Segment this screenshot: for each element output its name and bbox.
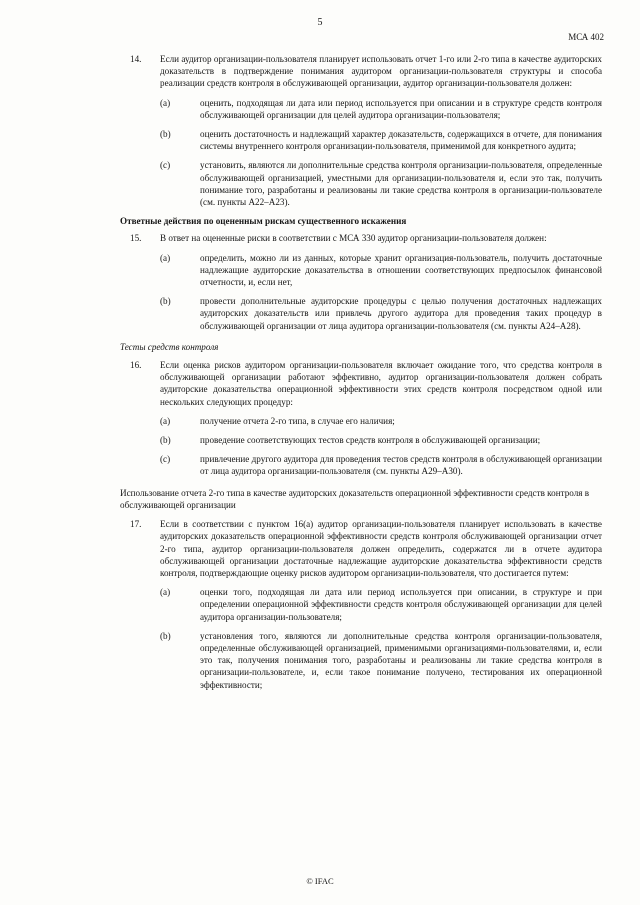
paragraph-text: Если в соответствии с пунктом 16(а) аудитор организации-пользователя планирует использовать в качестве аудиторских доказательств операционной эффективности средств контроля обслуживающей организации отчет 2-го типа, аудитор организации-пользователя должен определить, содержатся ли в отчете аудитора обслуживающей организации достаточные надлежащие аудиторские доказательства эффективности средств контроля, подтверждающие оценку рисков аудитором организации-пользователя, что достигается путем: bbox=[160, 519, 602, 578]
page-content bbox=[120, 53, 602, 691]
list-item-text: получение отчета 2-го типа, в случае его наличия; bbox=[200, 415, 395, 426]
document-code: МСА 402 bbox=[568, 32, 604, 42]
paragraph-number: 17. bbox=[130, 519, 142, 530]
list-item bbox=[160, 434, 602, 446]
list-item-label: (b) bbox=[160, 630, 171, 641]
list-item bbox=[160, 586, 602, 623]
list-item-label: (a) bbox=[160, 415, 171, 426]
list-item-text: проведение соответствующих тестов средств контроля в обслуживающей организации; bbox=[200, 435, 541, 446]
paragraph-number: 16. bbox=[130, 360, 142, 371]
section-heading-type2-report: Использование отчета 2-го типа в качестве аудиторских доказательств операционной эффективности средств контроля в обслуживающей организации bbox=[120, 487, 590, 510]
list-item bbox=[160, 630, 602, 691]
list-item-text: привлечение другого аудитора для проведения тестов средств контроля в обслуживающей организации от лица аудитора организации-пользователя (см. пункты A29–A30). bbox=[200, 454, 602, 477]
paragraph-text: Если аудитор организации-пользователя планирует использовать отчет 1-го или 2-го типа в качестве аудиторских доказательств в подтверждение понимания аудитором организации-пользователя структуры и способа реализации средств контроля в обслуживающей организации, аудитор организации-пользователя должен: bbox=[160, 54, 602, 89]
page-number: 5 bbox=[317, 17, 323, 28]
paragraph-16 bbox=[120, 359, 602, 478]
list-item-text: провести дополнительные аудиторские процедуры с целью получения достаточных надлежащих аудиторских доказательств или привлечь другого аудитора для проведения таких процедур в обслуживающей организации от лица аудитора организации-пользователя (см. пункты A24–A28). bbox=[200, 296, 602, 331]
list-item-label: (b) bbox=[160, 296, 171, 307]
footer-copyright: © IFAC bbox=[306, 876, 334, 886]
list-item bbox=[160, 252, 602, 289]
list-item bbox=[160, 415, 602, 427]
list-item-text: оценить, подходящая ли дата или период используется при описании и в структуре средств контроля обслуживающей организации для целей аудитора организации-пользователя; bbox=[200, 97, 602, 120]
list-item-text: установить, являются ли дополнительные средства контроля организации-пользователя, определенные обслуживающей организацией, уместными для организации-пользователя и, если это так, получить понимание того, разработаны и реализованы ли такие средства контроля в организации-пользователе (см. пункты A22–A23). bbox=[200, 160, 602, 208]
paragraph-text: В ответ на оцененные риски в соответствии с МСА 330 аудитор организации-пользователя должен: bbox=[160, 233, 547, 244]
section-heading-control-tests: Тесты средств контроля bbox=[120, 341, 219, 352]
list-item bbox=[160, 128, 602, 152]
paragraph-17 bbox=[120, 518, 602, 691]
list-item bbox=[160, 295, 602, 332]
list-item-text: определить, можно ли из данных, которые хранит организация-пользователь, получить достаточные надлежащие аудиторские доказательства в отношении соответствующих предпосылок финансовой отчетности, и, если нет, bbox=[200, 252, 602, 288]
list-item-label: (a) bbox=[160, 252, 171, 263]
list-item bbox=[160, 97, 602, 121]
list-item-label: (a) bbox=[160, 587, 171, 598]
list-item-text: установления того, являются ли дополнительные средства контроля организации-пользователя, определенные обслуживающей организацией, применимыми организациями-пользователями, и, если это так, получения понимания того, разработаны и реализованы ли такие средства контроля в организации-пользователе, и, если такое понимание получено, тестирования их операционной эффективности; bbox=[200, 630, 602, 690]
list-item-label: (c) bbox=[160, 454, 171, 465]
paragraph-text: Если оценка рисков аудитором организации-пользователя включает ожидание того, что средства контроля в обслуживающей организации работают эффективно, аудитор организации-пользователя должен собрать аудиторские доказательства операционной эффективности этих средств контроля посредством одной или нескольких следующих процедур: bbox=[160, 360, 602, 407]
paragraph-14 bbox=[120, 53, 602, 208]
list-item-label: (a) bbox=[160, 97, 171, 108]
section-heading-risk-response: Ответные действия по оцененным рискам существенного искажения bbox=[120, 216, 407, 227]
list-item-label: (b) bbox=[160, 435, 171, 446]
list-item bbox=[160, 159, 602, 208]
paragraph-15 bbox=[120, 232, 602, 331]
list-item-label: (b) bbox=[160, 129, 171, 140]
paragraph-number: 14. bbox=[130, 54, 142, 64]
paragraph-number: 15. bbox=[130, 233, 142, 244]
list-item-text: оценить достаточность и надлежащий характер доказательств, содержащихся в отчете, для понимания системы внутреннего контроля организации-пользователя, применимой для конкретного аудита; bbox=[200, 129, 602, 152]
list-item-text: оценки того, подходящая ли дата или период используется при описании, в структуре и при определении операционной эффективности средств контроля обслуживающей организации для целей аудитора организации-пользователя; bbox=[200, 587, 602, 622]
list-item bbox=[160, 453, 602, 477]
list-item-label: (c) bbox=[160, 160, 171, 171]
